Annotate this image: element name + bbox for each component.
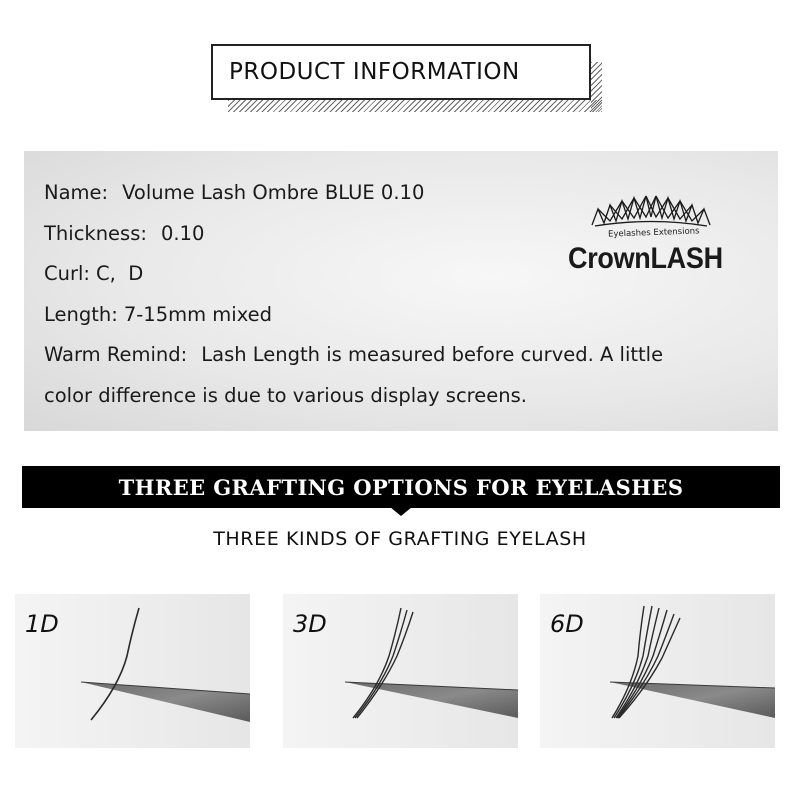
info-remind-value-1: Lash Length is measured before curved. A little <box>201 343 664 366</box>
page-title-text: PRODUCT INFORMATION <box>229 59 520 85</box>
grafting-card-1d <box>15 594 250 748</box>
banner-notch <box>390 507 412 516</box>
section-banner-title: THREE GRAFTING OPTIONS FOR EYELASHES <box>118 474 684 500</box>
logo-subtitle: Eyelashes Extensions <box>607 226 700 240</box>
card-label-3d: 3D <box>293 610 327 638</box>
info-remind-row-2 <box>44 376 774 417</box>
card-label-1d: 1D <box>25 610 59 638</box>
product-info-panel <box>24 151 778 431</box>
section-subtitle: THREE KINDS OF GRAFTING EYELASH <box>213 528 587 550</box>
info-thickness-value: 0.10 <box>160 221 205 245</box>
info-remind-label: Warm Remind: <box>44 343 188 366</box>
info-curl-label: Curl: <box>44 262 90 285</box>
info-length-label: Length: <box>44 302 118 326</box>
info-length-row <box>44 295 774 336</box>
info-curl-value: C, D <box>95 262 144 285</box>
info-name-label: Name: <box>44 181 109 204</box>
info-remind-row <box>44 335 774 376</box>
header-shadow-bottom <box>228 100 602 112</box>
crown-icon <box>590 193 712 229</box>
grafting-card-3d <box>283 594 518 748</box>
section-banner <box>22 466 780 508</box>
info-length-value: 7-15mm mixed <box>123 302 273 326</box>
page-title <box>211 44 591 100</box>
info-remind-value-2: color difference is due to various display screens. <box>44 383 527 407</box>
info-thickness-label: Thickness: <box>44 221 147 245</box>
grafting-card-6d <box>540 594 775 748</box>
brand-logo <box>568 191 738 291</box>
info-name-value: Volume Lash Ombre BLUE 0.10 <box>122 181 425 204</box>
logo-wordmark: CrownLASH <box>568 241 723 275</box>
card-label-6d: 6D <box>550 610 584 638</box>
